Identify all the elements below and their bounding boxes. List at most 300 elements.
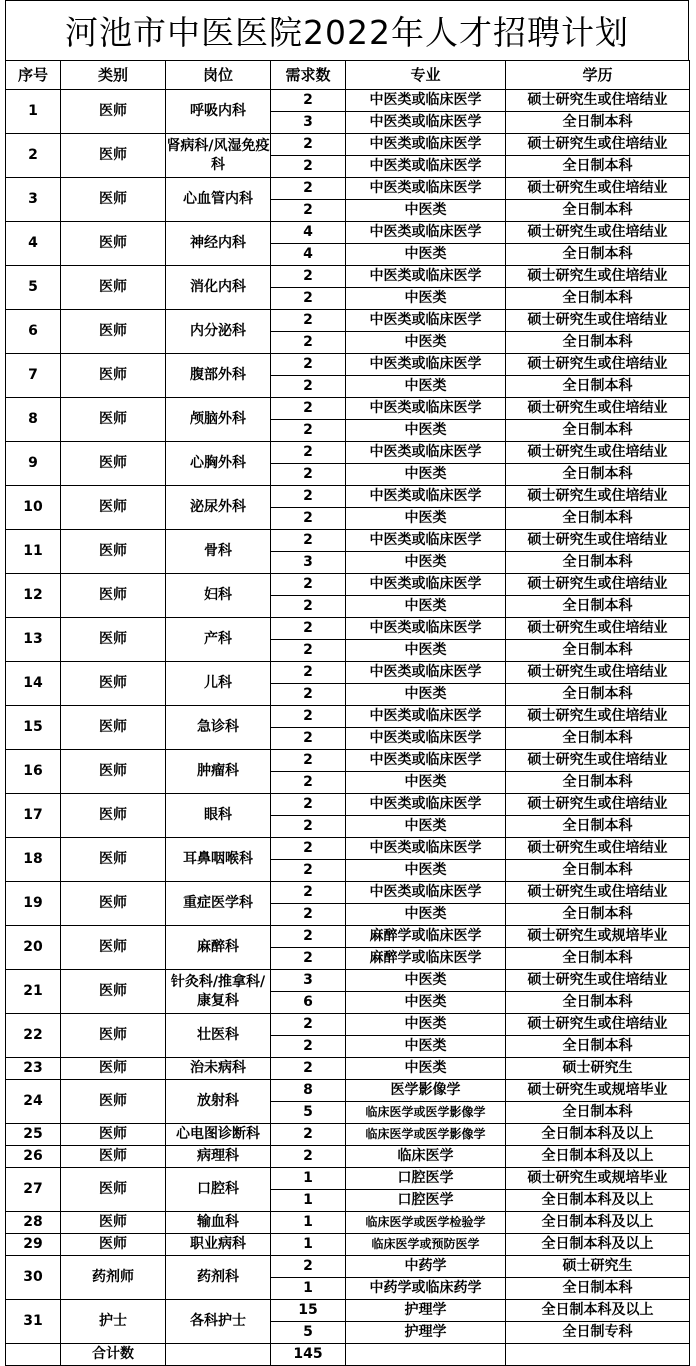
row-major: 中医类或临床医学 (346, 794, 506, 816)
row-major: 中医类或临床医学 (346, 750, 506, 772)
row-count: 2 (271, 376, 346, 398)
row-count: 2 (271, 442, 346, 464)
total-empty (166, 1344, 271, 1366)
row-count: 2 (271, 772, 346, 794)
row-category: 医师 (61, 574, 166, 618)
row-education: 硕士研究生或住培结业 (506, 134, 690, 156)
recruitment-table (5, 60, 690, 1366)
row-education: 全日制本科 (506, 156, 690, 178)
row-education: 硕士研究生 (506, 1058, 690, 1080)
row-major: 临床医学或医学影像学 (346, 1124, 506, 1146)
row-count: 2 (271, 508, 346, 530)
row-category: 药剂师 (61, 1256, 166, 1300)
row-major: 中医类 (346, 1058, 506, 1080)
row-major: 中医类或临床医学 (346, 662, 506, 684)
row-count: 2 (271, 530, 346, 552)
table-row (6, 1124, 690, 1146)
row-number: 22 (6, 1014, 61, 1058)
row-education: 硕士研究生或住培结业 (506, 838, 690, 860)
table-row (6, 882, 690, 904)
row-number: 20 (6, 926, 61, 970)
row-category: 医师 (61, 1168, 166, 1212)
table-row (6, 1080, 690, 1102)
row-count: 2 (271, 178, 346, 200)
row-education: 硕士研究生或住培结业 (506, 574, 690, 596)
row-number: 5 (6, 266, 61, 310)
row-number: 6 (6, 310, 61, 354)
row-major: 中医类 (346, 970, 506, 992)
row-major: 中药学或临床药学 (346, 1278, 506, 1300)
row-category: 医师 (61, 750, 166, 794)
row-category: 医师 (61, 486, 166, 530)
row-education: 硕士研究生或住培结业 (506, 530, 690, 552)
row-count: 2 (271, 882, 346, 904)
row-position: 麻醉科 (166, 926, 271, 970)
total-empty (506, 1344, 690, 1366)
row-major: 中医类 (346, 332, 506, 354)
row-count: 2 (271, 926, 346, 948)
row-number: 25 (6, 1124, 61, 1146)
row-major: 中医类或临床医学 (346, 882, 506, 904)
table-row (6, 178, 690, 200)
row-count: 2 (271, 354, 346, 376)
row-count: 2 (271, 684, 346, 706)
row-count: 2 (271, 728, 346, 750)
row-count: 2 (271, 860, 346, 882)
row-education: 全日制本科及以上 (506, 1146, 690, 1168)
row-education: 硕士研究生或住培结业 (506, 90, 690, 112)
row-education: 全日制本科 (506, 112, 690, 134)
row-count: 3 (271, 112, 346, 134)
table-row (6, 706, 690, 728)
row-count: 2 (271, 1146, 346, 1168)
row-position: 眼科 (166, 794, 271, 838)
row-education: 全日制本科 (506, 860, 690, 882)
row-major: 口腔医学 (346, 1190, 506, 1212)
row-education: 全日制本科 (506, 1278, 690, 1300)
row-count: 2 (271, 464, 346, 486)
row-position: 神经内科 (166, 222, 271, 266)
row-position: 针灸科/推拿科/康复科 (166, 970, 271, 1014)
row-category: 医师 (61, 1146, 166, 1168)
row-major: 中医类或临床医学 (346, 618, 506, 640)
row-count: 3 (271, 552, 346, 574)
row-education: 全日制本科 (506, 376, 690, 398)
row-major: 中医类 (346, 1014, 506, 1036)
row-major: 中医类或临床医学 (346, 266, 506, 288)
row-major: 中医类或临床医学 (346, 134, 506, 156)
row-education: 硕士研究生或住培结业 (506, 794, 690, 816)
row-category: 医师 (61, 442, 166, 486)
row-number: 4 (6, 222, 61, 266)
row-major: 中医类或临床医学 (346, 112, 506, 134)
row-major: 护理学 (346, 1300, 506, 1322)
row-education: 硕士研究生或住培结业 (506, 310, 690, 332)
row-education: 硕士研究生或规培毕业 (506, 1168, 690, 1190)
row-major: 中医类或临床医学 (346, 838, 506, 860)
row-category: 医师 (61, 926, 166, 970)
row-education: 硕士研究生或住培结业 (506, 442, 690, 464)
row-education: 全日制本科 (506, 552, 690, 574)
row-count: 2 (271, 266, 346, 288)
row-number: 23 (6, 1058, 61, 1080)
row-count: 1 (271, 1190, 346, 1212)
row-number: 11 (6, 530, 61, 574)
row-count: 5 (271, 1102, 346, 1124)
row-category: 医师 (61, 882, 166, 926)
row-position: 腹部外科 (166, 354, 271, 398)
row-category: 医师 (61, 1014, 166, 1058)
row-number: 15 (6, 706, 61, 750)
row-education: 硕士研究生或住培结业 (506, 1014, 690, 1036)
row-position: 急诊科 (166, 706, 271, 750)
row-category: 医师 (61, 1234, 166, 1256)
row-position: 职业病科 (166, 1234, 271, 1256)
row-position: 内分泌科 (166, 310, 271, 354)
row-category: 医师 (61, 222, 166, 266)
row-major: 中医类或临床医学 (346, 530, 506, 552)
row-major: 中医类或临床医学 (346, 574, 506, 596)
table-row (6, 1256, 690, 1278)
row-position: 心血管内科 (166, 178, 271, 222)
row-position: 治未病科 (166, 1058, 271, 1080)
table-row (6, 794, 690, 816)
row-major: 中医类 (346, 508, 506, 530)
row-category: 医师 (61, 398, 166, 442)
row-number: 29 (6, 1234, 61, 1256)
row-number: 3 (6, 178, 61, 222)
row-education: 全日制本科 (506, 244, 690, 266)
total-count: 145 (271, 1344, 346, 1366)
row-count: 2 (271, 1058, 346, 1080)
total-row (6, 1344, 690, 1366)
row-major: 中医类 (346, 376, 506, 398)
table-row (6, 266, 690, 288)
row-number: 19 (6, 882, 61, 926)
header-count: 需求数 (271, 61, 346, 90)
row-major: 口腔医学 (346, 1168, 506, 1190)
row-number: 8 (6, 398, 61, 442)
row-count: 3 (271, 970, 346, 992)
row-count: 15 (271, 1300, 346, 1322)
row-position: 药剂科 (166, 1256, 271, 1300)
row-category: 医师 (61, 90, 166, 134)
row-position: 颅脑外科 (166, 398, 271, 442)
table-row (6, 1234, 690, 1256)
row-major: 中医类 (346, 244, 506, 266)
row-position: 骨科 (166, 530, 271, 574)
row-education: 硕士研究生或住培结业 (506, 354, 690, 376)
row-count: 2 (271, 420, 346, 442)
row-education: 全日制本科及以上 (506, 1212, 690, 1234)
row-education: 硕士研究生或规培毕业 (506, 926, 690, 948)
row-category: 护士 (61, 1300, 166, 1344)
row-position: 心电图诊断科 (166, 1124, 271, 1146)
row-position: 泌尿外科 (166, 486, 271, 530)
row-education: 全日制本科 (506, 1036, 690, 1058)
table-row (6, 442, 690, 464)
row-position: 输血科 (166, 1212, 271, 1234)
row-count: 2 (271, 1014, 346, 1036)
row-number: 26 (6, 1146, 61, 1168)
table-row (6, 1212, 690, 1234)
row-number: 16 (6, 750, 61, 794)
row-major: 中医类或临床医学 (346, 354, 506, 376)
row-count: 2 (271, 90, 346, 112)
row-category: 医师 (61, 970, 166, 1014)
row-education: 全日制本科 (506, 288, 690, 310)
row-number: 27 (6, 1168, 61, 1212)
row-count: 2 (271, 310, 346, 332)
row-position: 耳鼻咽喉科 (166, 838, 271, 882)
row-major: 中医类或临床医学 (346, 486, 506, 508)
row-category: 医师 (61, 662, 166, 706)
row-category: 医师 (61, 1080, 166, 1124)
row-count: 2 (271, 486, 346, 508)
table-row (6, 310, 690, 332)
row-education: 硕士研究生或住培结业 (506, 706, 690, 728)
row-major: 中医类 (346, 420, 506, 442)
row-count: 4 (271, 222, 346, 244)
row-position: 肾病科/风湿免疫科 (166, 134, 271, 178)
row-education: 硕士研究生或住培结业 (506, 398, 690, 420)
row-count: 2 (271, 750, 346, 772)
row-number: 7 (6, 354, 61, 398)
row-education: 全日制本科 (506, 464, 690, 486)
table-row (6, 1058, 690, 1080)
row-major: 中医类 (346, 288, 506, 310)
row-count: 2 (271, 134, 346, 156)
row-major: 麻醉学或临床医学 (346, 948, 506, 970)
row-count: 5 (271, 1322, 346, 1344)
row-category: 医师 (61, 178, 166, 222)
row-education: 全日制本科 (506, 640, 690, 662)
total-label: 合计数 (61, 1344, 166, 1366)
row-education: 全日制本科 (506, 992, 690, 1014)
row-number: 14 (6, 662, 61, 706)
row-education: 硕士研究生或住培结业 (506, 882, 690, 904)
table-row (6, 1168, 690, 1190)
table-row (6, 1300, 690, 1322)
row-category: 医师 (61, 1058, 166, 1080)
row-major: 中药学 (346, 1256, 506, 1278)
row-major: 中医类 (346, 596, 506, 618)
table-row (6, 90, 690, 112)
row-position: 肿瘤科 (166, 750, 271, 794)
header-row (6, 61, 690, 90)
table-row (6, 530, 690, 552)
row-major: 中医类 (346, 684, 506, 706)
table-row (6, 662, 690, 684)
row-number: 12 (6, 574, 61, 618)
row-education: 硕士研究生或住培结业 (506, 618, 690, 640)
row-category: 医师 (61, 354, 166, 398)
row-count: 2 (271, 332, 346, 354)
row-education: 硕士研究生或住培结业 (506, 970, 690, 992)
row-count: 1 (271, 1212, 346, 1234)
row-count: 2 (271, 1256, 346, 1278)
row-education: 全日制本科 (506, 728, 690, 750)
row-major: 中医类 (346, 200, 506, 222)
row-education: 硕士研究生 (506, 1256, 690, 1278)
row-position: 放射科 (166, 1080, 271, 1124)
row-position: 各科护士 (166, 1300, 271, 1344)
row-major: 中医类 (346, 992, 506, 1014)
row-major: 临床医学或预防医学 (346, 1234, 506, 1256)
row-position: 口腔科 (166, 1168, 271, 1212)
row-major: 中医类或临床医学 (346, 90, 506, 112)
row-category: 医师 (61, 266, 166, 310)
row-major: 临床医学或医学检验学 (346, 1212, 506, 1234)
row-number: 1 (6, 90, 61, 134)
row-count: 2 (271, 904, 346, 926)
row-count: 2 (271, 156, 346, 178)
row-education: 全日制本科 (506, 904, 690, 926)
row-major: 中医类或临床医学 (346, 728, 506, 750)
row-count: 2 (271, 816, 346, 838)
row-position: 心胸外科 (166, 442, 271, 486)
row-major: 中医类或临床医学 (346, 398, 506, 420)
row-count: 2 (271, 838, 346, 860)
row-major: 临床医学或医学影像学 (346, 1102, 506, 1124)
row-category: 医师 (61, 706, 166, 750)
row-count: 8 (271, 1080, 346, 1102)
row-education: 全日制本科 (506, 508, 690, 530)
row-major: 医学影像学 (346, 1080, 506, 1102)
row-count: 6 (271, 992, 346, 1014)
row-education: 全日制本科 (506, 200, 690, 222)
row-position: 重症医学科 (166, 882, 271, 926)
row-education: 全日制本科及以上 (506, 1124, 690, 1146)
row-count: 2 (271, 574, 346, 596)
table-row (6, 838, 690, 860)
row-major: 中医类 (346, 904, 506, 926)
row-category: 医师 (61, 1124, 166, 1146)
row-major: 中医类或临床医学 (346, 310, 506, 332)
row-education: 硕士研究生或住培结业 (506, 266, 690, 288)
row-major: 中医类 (346, 552, 506, 574)
row-number: 21 (6, 970, 61, 1014)
row-position: 呼吸内科 (166, 90, 271, 134)
row-count: 2 (271, 200, 346, 222)
row-category: 医师 (61, 134, 166, 178)
row-category: 医师 (61, 310, 166, 354)
table-row (6, 222, 690, 244)
row-major: 中医类或临床医学 (346, 178, 506, 200)
row-count: 2 (271, 794, 346, 816)
total-empty (6, 1344, 61, 1366)
row-education: 全日制本科 (506, 816, 690, 838)
row-education: 全日制本科 (506, 596, 690, 618)
row-education: 全日制本科 (506, 772, 690, 794)
row-education: 全日制本科 (506, 948, 690, 970)
row-major: 中医类 (346, 772, 506, 794)
row-count: 2 (271, 618, 346, 640)
row-major: 中医类或临床医学 (346, 222, 506, 244)
row-position: 壮医科 (166, 1014, 271, 1058)
table-row (6, 574, 690, 596)
row-education: 全日制本科及以上 (506, 1234, 690, 1256)
row-count: 1 (271, 1168, 346, 1190)
row-major: 中医类 (346, 464, 506, 486)
row-position: 消化内科 (166, 266, 271, 310)
row-count: 2 (271, 1036, 346, 1058)
row-education: 硕士研究生或住培结业 (506, 222, 690, 244)
row-category: 医师 (61, 618, 166, 662)
row-education: 全日制本科 (506, 684, 690, 706)
row-education: 全日制专科 (506, 1322, 690, 1344)
table-row (6, 354, 690, 376)
row-major: 中医类 (346, 1036, 506, 1058)
row-count: 2 (271, 662, 346, 684)
header-major: 专业 (346, 61, 506, 90)
table-row (6, 618, 690, 640)
row-number: 2 (6, 134, 61, 178)
table-row (6, 398, 690, 420)
row-major: 临床医学 (346, 1146, 506, 1168)
document-title: 河池市中医医院2022年人才招聘计划 (5, 0, 689, 60)
row-count: 1 (271, 1234, 346, 1256)
row-count: 2 (271, 288, 346, 310)
row-count: 2 (271, 640, 346, 662)
row-count: 4 (271, 244, 346, 266)
row-major: 中医类或临床医学 (346, 156, 506, 178)
row-count: 2 (271, 706, 346, 728)
row-number: 18 (6, 838, 61, 882)
row-category: 医师 (61, 530, 166, 574)
row-number: 31 (6, 1300, 61, 1344)
row-major: 中医类 (346, 640, 506, 662)
row-education: 硕士研究生或住培结业 (506, 178, 690, 200)
row-position: 病理科 (166, 1146, 271, 1168)
row-position: 妇科 (166, 574, 271, 618)
row-number: 17 (6, 794, 61, 838)
row-number: 13 (6, 618, 61, 662)
row-major: 麻醉学或临床医学 (346, 926, 506, 948)
header-education: 学历 (506, 61, 690, 90)
row-count: 2 (271, 398, 346, 420)
table-row (6, 750, 690, 772)
row-major: 护理学 (346, 1322, 506, 1344)
table-row (6, 1146, 690, 1168)
row-education: 硕士研究生或住培结业 (506, 486, 690, 508)
row-position: 产科 (166, 618, 271, 662)
row-number: 30 (6, 1256, 61, 1300)
total-empty (346, 1344, 506, 1366)
row-number: 24 (6, 1080, 61, 1124)
row-major: 中医类或临床医学 (346, 706, 506, 728)
row-count: 1 (271, 1278, 346, 1300)
row-position: 儿科 (166, 662, 271, 706)
row-education: 全日制本科及以上 (506, 1300, 690, 1322)
recruitment-plan-document (5, 0, 689, 1366)
table-row (6, 486, 690, 508)
table-row (6, 1014, 690, 1036)
row-education: 全日制本科 (506, 332, 690, 354)
header-category: 类别 (61, 61, 166, 90)
row-category: 医师 (61, 794, 166, 838)
row-education: 全日制本科 (506, 420, 690, 442)
row-education: 硕士研究生或住培结业 (506, 662, 690, 684)
row-education: 硕士研究生或住培结业 (506, 750, 690, 772)
row-education: 硕士研究生或规培毕业 (506, 1080, 690, 1102)
row-education: 全日制本科及以上 (506, 1190, 690, 1212)
row-count: 2 (271, 948, 346, 970)
row-category: 医师 (61, 838, 166, 882)
row-count: 2 (271, 1124, 346, 1146)
table-row (6, 134, 690, 156)
row-count: 2 (271, 596, 346, 618)
